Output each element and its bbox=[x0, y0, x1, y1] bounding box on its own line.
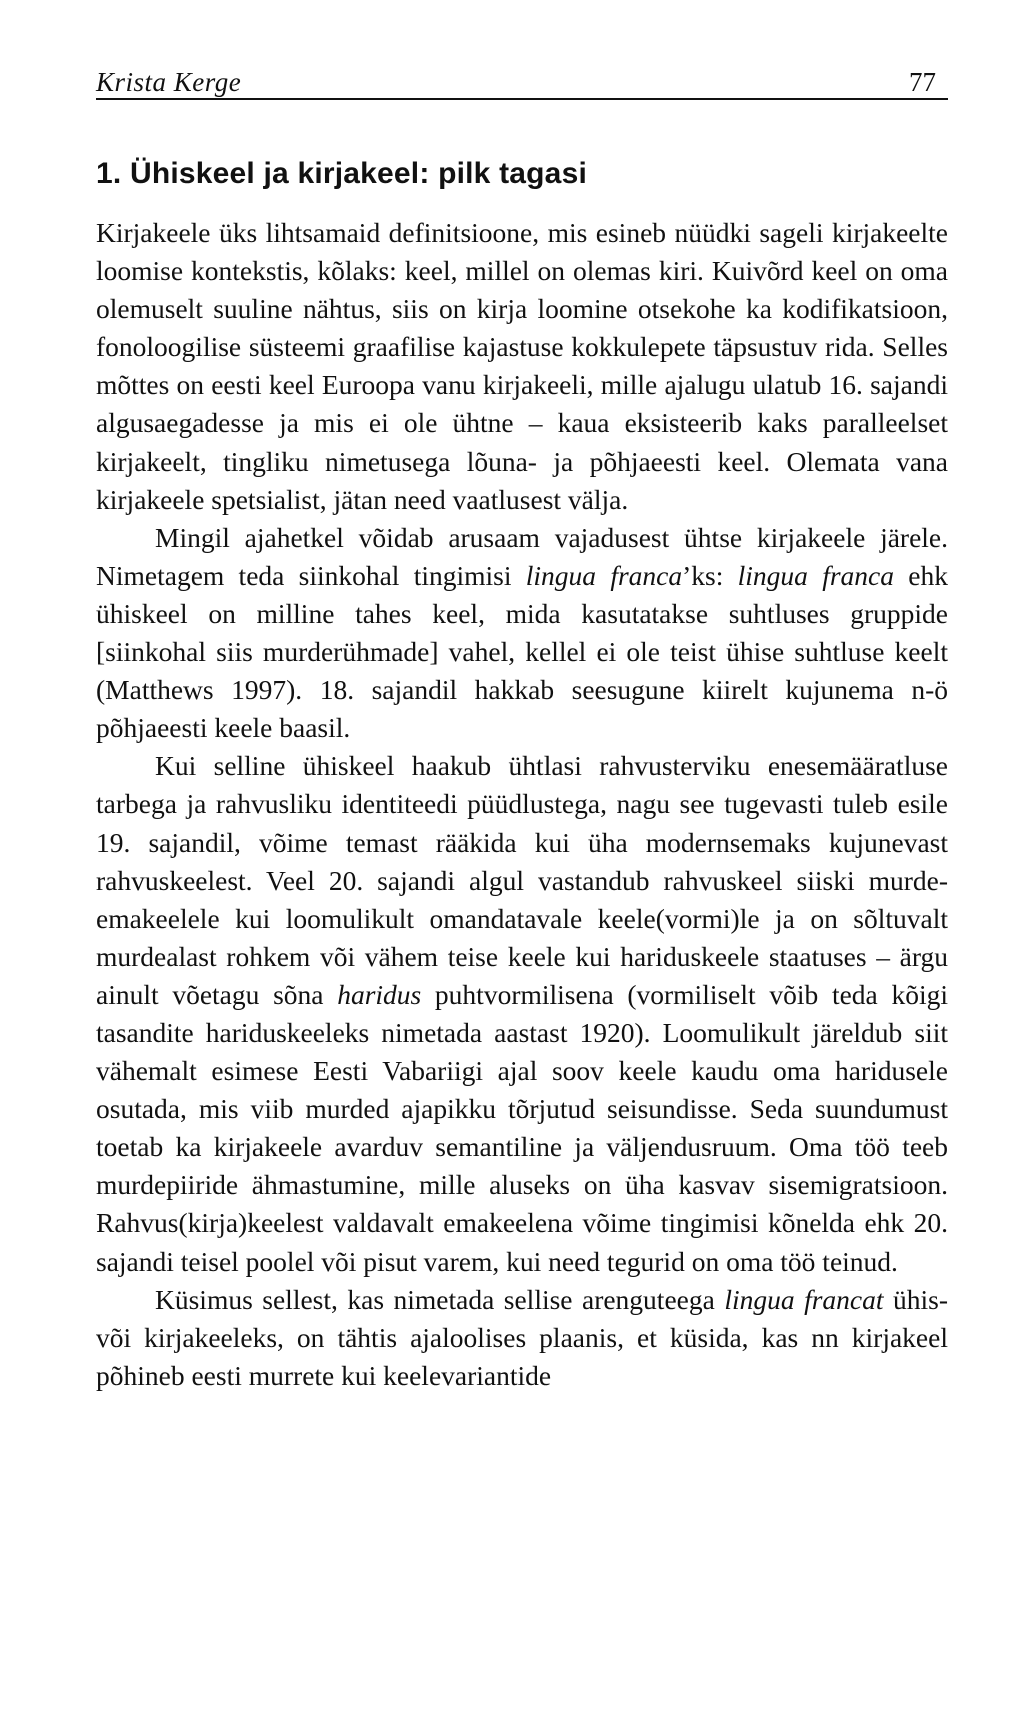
running-header bbox=[96, 62, 948, 100]
text-run: puhtvormilisena (vormiliselt võib teda kõigi tasandite hariduskeeleks nimetada aastast 1920). Loomulikult järeldub siit vähemalt esimese Eesti Vabariigi ajal soov keele kaudu oma haridusele osutada, mis viib murded ajapikku tõrjutud seisundisse. Seda suundumust toetab ka kirjakeele avarduv semantiline ja väljendusruum. Oma töö teeb murdepiiride ähmastumine, mille aluseks on üha kasvav sisemigratsioon. Rahvus(kirja)keelest valdavalt emakeelena võime tingimisi kõnelda ehk 20. sajandi teisel poolel või pisut varem, kui need tegurid on oma töö teinud. bbox=[96, 978, 948, 1277]
text-run: ’ks: bbox=[682, 559, 738, 591]
text-run: Kirjakeele üks lihtsamaid definitsioone, mis esineb nüüdki sageli kirjakeelte loomise kontekstis, kõlaks: keel, millel on olemas kiri. Kuivõrd keel on oma olemuselt suuline nähtus, siis on kirja loomine otsekohe ka kodifikatsioon, fonoloogilise süsteemi graafilise kajastuse kokkulepete täpsustuv rida. Selles mõttes on eesti keel Euroopa vanu kirjakeeli, mille ajalugu ulatub 16. sajandi algusaegadesse ja mis ei ole ühtne – kaua eksisteerib kaks paralleelset kirjakeelt, tingliku nimetusega lõuna- ja põhjaeesti keel. Olemata vana kirjakeele spetsialist, jätan need vaatlusest välja. bbox=[96, 217, 948, 515]
paragraph bbox=[96, 214, 948, 519]
body-text bbox=[96, 214, 948, 1395]
text-run: ehk ühiskeel on milline tahes keel, mida kasutatakse suhtluses gruppide [siinkohal siis murderühmade] vahel, kellel ei ole teist ühise suhtluse keelt (Matthews 1997). 18. sajandil hakkab seesugune kiirelt kujunema n-ö põhjaeesti keele baasil. bbox=[96, 559, 948, 744]
paragraph bbox=[96, 1281, 948, 1395]
paragraph bbox=[96, 747, 948, 1280]
running-head-author: Krista Kerge bbox=[96, 67, 242, 97]
italic-term: haridus bbox=[337, 978, 422, 1010]
book-page bbox=[96, 62, 948, 1395]
italic-term: lingua francat bbox=[724, 1283, 884, 1315]
section-heading: 1. Ühiskeel ja kirjakeel: pilk tagasi bbox=[96, 157, 587, 190]
italic-term: lingua franca bbox=[525, 559, 683, 591]
text-run: ühis- või kirjakeeleks, on tähtis ajaloolises plaanis, et küsida, kas nn kirjakeel põhineb eesti murrete kui keelevariantide bbox=[96, 1283, 948, 1391]
text-run: Küsimus sellest, kas nimetada sellise arenguteega bbox=[155, 1283, 725, 1315]
page-number: 77 bbox=[909, 67, 936, 97]
text-run: Mingil ajahetkel võidab arusaam vajadusest ühtse kirjakeele järele. Nimetagem teda siinkohal tingimisi bbox=[96, 521, 948, 591]
paragraph bbox=[96, 519, 948, 748]
italic-term: lingua franca bbox=[737, 559, 895, 591]
text-run: Kui selline ühiskeel haakub ühtlasi rahvusterviku enesemääratluse tarbega ja rahvusliku identiteedi püüdlustega, nagu see tugevasti tuleb esile 19. sajandil, võime temast rääkida kui üha modernsemaks kujunevast rahvuskeelest. Veel 20. sajandi algul vastandub rahvuskeel siiski murde-emakeelele kui loomulikult omandatavale keele(vormi)le ja on sõltuvalt murdealast rohkem või vähem teise keele kui hariduskeele staatuses – ärgu ainult võetagu sõna bbox=[96, 750, 948, 1010]
